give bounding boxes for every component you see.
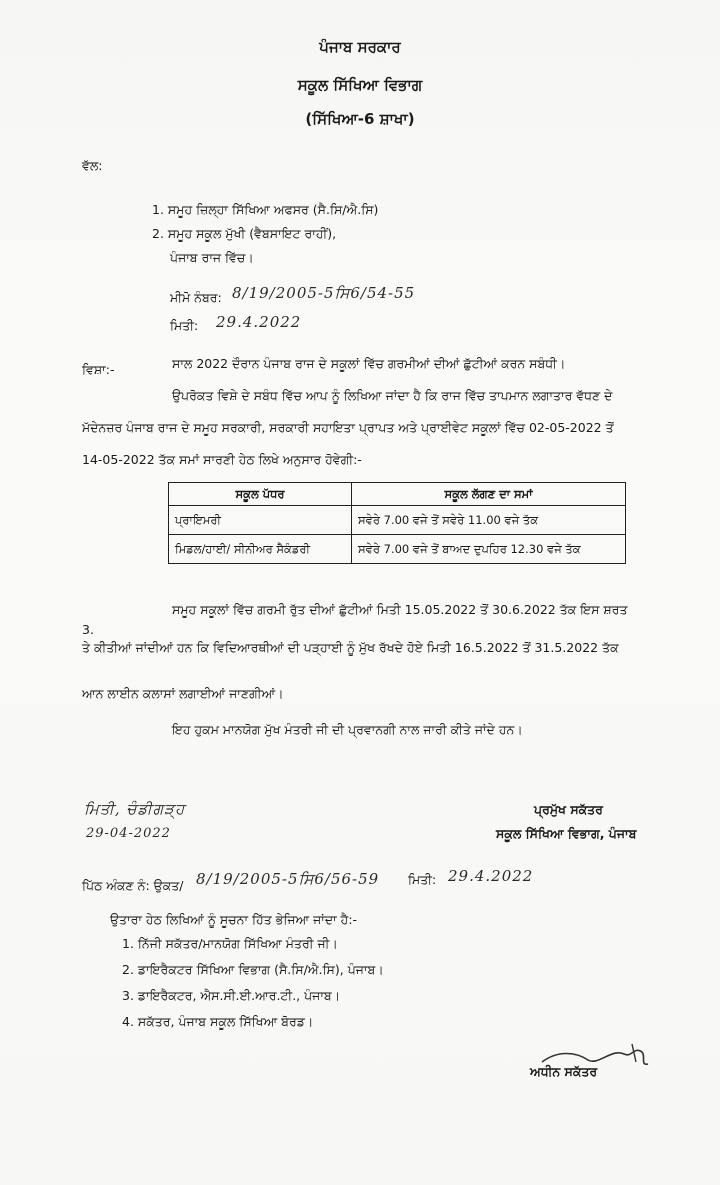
header-branch: (ਸਿੱਖਿਆ-6 ਸ਼ਾਖਾ) (305, 110, 415, 128)
recipient-2: 2. ਸਮੂਹ ਸਕੂਲ ਮੁੱਖੀ (ਵੈਬਸਾਇਟ ਰਾਹੀਂ), (152, 226, 337, 241)
to-label: ਵੱਲ: (82, 158, 103, 173)
body-line-1: ਉਪਰੋਕਤ ਵਿਸ਼ੇ ਦੇ ਸਬੰਧ ਵਿੱਚ ਆਪ ਨੂੰ ਲਿਖਿਆ ਜਾਂਦਾ ਹੈ ਕਿ ਰਾਜ ਵਿੱਚ ਤਾਪਮਾਨ ਲਗਾਤਾਰ ਵੱਧਣ ਦੇ (172, 388, 613, 403)
endorsement-number: 8/19/2005-5ਸਿ6/56-59 (196, 870, 380, 888)
table-header-timing: ਸਕੂਲ ਲੱਗਣ ਦਾ ਸਮਾਂ (352, 483, 626, 506)
date-handwritten: 29-04-2022 (86, 826, 171, 841)
bottom-signatory-title: ਅਧੀਨ ਸਕੱਤਰ (530, 1064, 598, 1079)
subject-label: ਵਿਸ਼ਾ:- (82, 362, 115, 377)
memo-number-value: 8/19/2005-5ਸਿ6/54-55 (232, 284, 416, 302)
table-header-level: ਸਕੂਲ ਪੱਧਰ (169, 483, 352, 506)
table-cell-timing: ਸਵੇਰੇ 7.00 ਵਜੇ ਤੋਂ ਬਾਅਦ ਦੁਪਹਿਰ 12.30 ਵਜੇ ਤੱਕ (352, 535, 626, 564)
recipient-1: 1. ਸਮੂਹ ਜ਼ਿਲ੍ਹਾ ਸਿੱਖਿਆ ਅਫਸਰ (ਸੈ.ਸਿ/ਐ.ਸਿ) (152, 202, 379, 217)
copy-to-intro: ਉਤਾਰਾ ਹੇਠ ਲਿਖਿਆਂ ਨੂੰ ਸੂਚਨਾ ਹਿੱਤ ਭੇਜਿਆ ਜਾਂਦਾ ਹੈ:- (110, 912, 358, 927)
copy-to-item: 2. ਡਾਇਰੈਕਟਰ ਸਿੱਖਿਆ ਵਿਭਾਗ (ਸੈ.ਸਿ/ਐ.ਸਿ), ਪੰਜਾਬ। (122, 962, 384, 977)
copy-to-item: 4. ਸਕੱਤਰ, ਪੰਜਾਬ ਸਕੂਲ ਸਿੱਖਿਆ ਬੋਰਡ। (122, 1014, 314, 1029)
para3-line-2: ਤੇ ਕੀਤੀਆਂ ਜਾਂਦੀਆਂ ਹਨ ਕਿ ਵਿਦਿਆਰਥੀਆਂ ਦੀ ਪੜ੍ਹਾਈ ਨੂੰ ਮੁੱਖ ਰੱਖਦੇ ਹੋਏ ਮਿਤੀ 16.5.2022 ਤੋਂ 31.5.2022 ਤੱਕ (82, 640, 619, 655)
school-timing-table (168, 482, 626, 564)
place-handwritten: ਮਿਤੀ, ਚੰਡੀਗੜ੍ਹ (84, 800, 186, 818)
para3-line-1: ਸਮੂਹ ਸਕੂਲਾਂ ਵਿੱਚ ਗਰਮੀ ਰੁੱਤ ਦੀਆਂ ਛੁੱਟੀਆਂ ਮਿਤੀ 15.05.2022 ਤੋਂ 30.6.2022 ਤੱਕ ਇਸ ਸ਼ਰਤ (172, 602, 628, 617)
memo-number-label: ਮੀਮੋ ਨੰਬਰ: (170, 290, 222, 305)
memo-date-label: ਮਿਤੀ: (170, 318, 199, 333)
endorsement-label: ਪਿੱਠ ਅੰਕਣ ਨੰ: ਉਕਤ/ (82, 878, 184, 893)
table-cell-level: ਮਿਡਲ/ਹਾਈ/ ਸੀਨੀਅਰ ਸੈਕੰਡਰੀ (169, 535, 352, 564)
recipient-state: ਪੰਜਾਬ ਰਾਜ ਵਿੱਚ। (170, 250, 254, 265)
table-row (169, 535, 626, 564)
body-line-2: ਮੱਦੇਨਜ਼ਰ ਪੰਜਾਬ ਰਾਜ ਦੇ ਸਮੂਹ ਸਰਕਾਰੀ, ਸਰਕਾਰੀ ਸਹਾਇਤਾ ਪ੍ਰਾਪਤ ਅਤੇ ਪ੍ਰਾਈਵੇਟ ਸਕੂਲਾਂ ਵਿੱਚ 02-05-2022 ਤੋਂ (82, 420, 614, 435)
memo-date-value: 29.4.2022 (216, 313, 302, 331)
body-line-3: 14-05-2022 ਤੱਕ ਸਮਾਂ ਸਾਰਣੀ ਹੇਠ ਲਿਖੇ ਅਨੁਸਾਰ ਹੋਵੇਗੀ:- (82, 452, 362, 467)
table-header-row (169, 483, 626, 506)
signatory-title: ਪ੍ਰਮੁੱਖ ਸਕੱਤਰ (534, 802, 603, 817)
table-row (169, 506, 626, 535)
table-cell-level: ਪ੍ਰਾਇਮਰੀ (169, 506, 352, 535)
table-cell-timing: ਸਵੇਰੇ 7.00 ਵਜੇ ਤੋਂ ਸਵੇਰੇ 11.00 ਵਜੇ ਤੱਕ (352, 506, 626, 535)
endorsement-date: 29.4.2022 (448, 867, 534, 885)
subject-text: ਸਾਲ 2022 ਦੌਰਾਨ ਪੰਜਾਬ ਰਾਜ ਦੇ ਸਕੂਲਾਂ ਵਿੱਚ ਗਰਮੀਆਂ ਦੀਆਂ ਛੁੱਟੀਆਂ ਕਰਨ ਸਬੰਧੀ। (172, 356, 566, 371)
para3-number: 3. (82, 622, 94, 637)
header-government: ਪੰਜਾਬ ਸਰਕਾਰ (319, 38, 401, 56)
para3-line-3: ਆਨ ਲਾਈਨ ਕਲਾਸਾਂ ਲਗਾਈਆਂ ਜਾਣਗੀਆਂ। (82, 686, 284, 701)
endorsement-date-label: ਮਿਤੀ: (408, 872, 437, 887)
signatory-department: ਸਕੂਲ ਸਿੱਖਿਆ ਵਿਭਾਗ, ਪੰਜਾਬ (496, 826, 637, 841)
header-department: ਸਕੂਲ ਸਿੱਖਿਆ ਵਿਭਾਗ (297, 76, 423, 94)
copy-to-item: 1. ਨਿੱਜੀ ਸਕੱਤਰ/ਮਾਨਯੋਗ ਸਿੱਖਿਆ ਮੰਤਰੀ ਜੀ। (122, 936, 338, 951)
approval-line: ਇਹ ਹੁਕਮ ਮਾਨਯੋਗ ਮੁੱਖ ਮੰਤਰੀ ਜੀ ਦੀ ਪ੍ਰਵਾਨਗੀ ਨਾਲ ਜਾਰੀ ਕੀਤੇ ਜਾਂਦੇ ਹਨ। (172, 722, 523, 737)
copy-to-item: 3. ਡਾਇਰੈਕਟਰ, ਐਸ.ਸੀ.ਈ.ਆਰ.ਟੀ., ਪੰਜਾਬ। (122, 988, 341, 1003)
